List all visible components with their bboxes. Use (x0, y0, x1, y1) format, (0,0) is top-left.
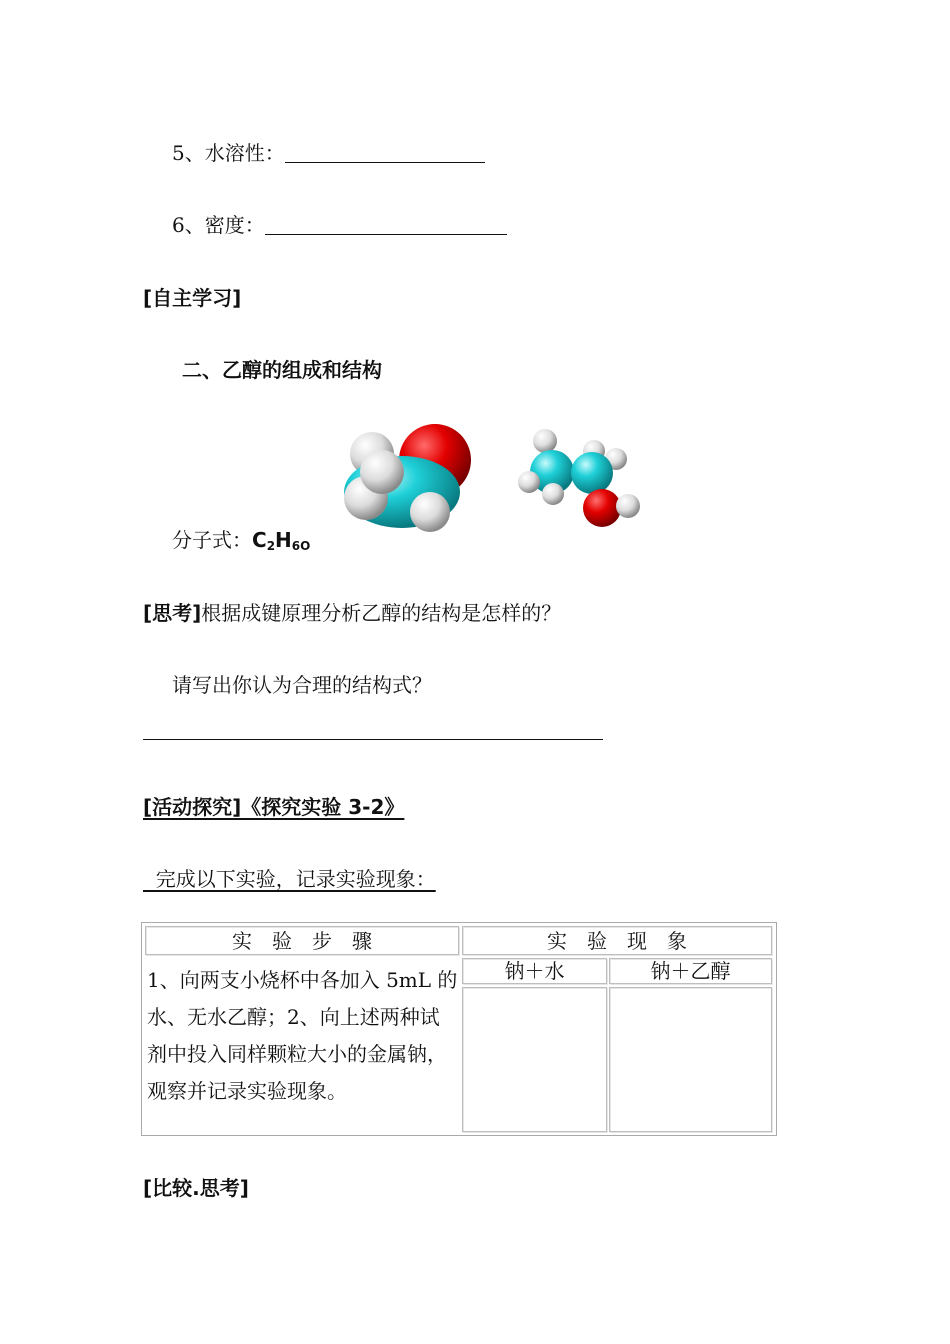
q6-answer-blank[interactable] (265, 214, 507, 235)
q5-label: 5、水溶性： (172, 141, 285, 165)
header-steps: 实 验 步 骤 (145, 926, 459, 955)
q6-label: 6、密度： (172, 213, 265, 237)
think-question-text: 根据成键原理分析乙醇的结构是怎样的？ (201, 601, 562, 625)
hydrogen-atom (533, 429, 557, 453)
ethanol-ball-and-stick-model (512, 426, 647, 531)
hydrogen-atom (518, 471, 540, 493)
ethanol-space-filling-model (330, 420, 480, 535)
oxygen-atom (583, 489, 621, 527)
think-tag: [思考] (143, 601, 202, 625)
hydrogen-atom (616, 494, 640, 518)
na-water-result-cell[interactable] (462, 987, 607, 1132)
structure-prompt: 请写出你认为合理的结构式？ (172, 673, 432, 697)
activity-title: [活动探究]《探究实验 3-2》 (143, 795, 405, 819)
activity-instruction: 完成以下实验，记录实验现象： (143, 867, 436, 891)
q5-answer-blank[interactable] (285, 142, 485, 163)
col-na-water: 钠＋水 (462, 958, 607, 984)
col-na-ethanol: 钠＋乙醇 (609, 958, 772, 984)
formula-value: $C_2H_{6O}$ (252, 528, 311, 553)
hydrogen-atom (410, 492, 450, 532)
section-self-study-heading: [自主学习] (143, 286, 242, 310)
experiment-table (141, 922, 777, 1136)
hydrogen-atom (360, 450, 404, 494)
formula-label: 分子式： (172, 528, 252, 552)
hydrogen-atom (542, 483, 564, 505)
steps-cell (145, 958, 459, 1132)
structure-answer-blank[interactable] (143, 739, 603, 740)
question-5 (172, 137, 485, 166)
section-compare-heading: [比较.思考] (143, 1176, 249, 1200)
molecular-formula (172, 524, 310, 553)
question-6 (172, 209, 507, 238)
steps-text: 1、向两支小烧杯中各加入 5mL 的水、无水乙醇；2、向上述两种试剂中投入同样颗粒大小的金属钠，观察并记录实验现象。 (147, 968, 458, 1103)
carbon-atom (571, 452, 613, 494)
header-phenomena: 实 验 现 象 (462, 926, 772, 955)
na-ethanol-result-cell[interactable] (609, 987, 772, 1132)
think-question (143, 597, 561, 626)
section-2-title: 二、乙醇的组成和结构 (182, 358, 382, 382)
